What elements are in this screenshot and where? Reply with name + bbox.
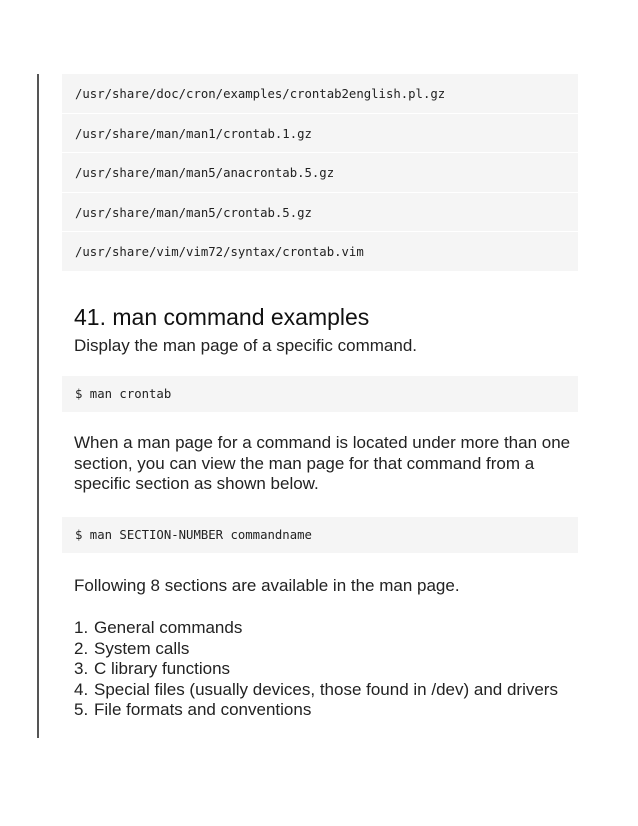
list-item: 2. System calls bbox=[74, 638, 190, 658]
file-path-block bbox=[62, 74, 578, 271]
intro-paragraph: Display the man page of a specific command. bbox=[74, 336, 418, 355]
man-sections-list bbox=[74, 618, 574, 721]
list-item: 4. Special files (usually devices, those found in /dev) and drivers bbox=[74, 679, 558, 699]
code-block bbox=[62, 517, 578, 553]
list-item: 5. File formats and conventions bbox=[74, 700, 312, 720]
document-content bbox=[62, 74, 578, 720]
list-item: 1. General commands bbox=[74, 618, 243, 637]
file-path: /usr/share/man/man5/anacrontab.5.gz bbox=[62, 153, 578, 193]
code-block bbox=[62, 376, 578, 412]
code-line: $ man crontab bbox=[75, 387, 172, 401]
section-heading: 41. man command examples bbox=[74, 304, 370, 330]
file-path: /usr/share/vim/vim72/syntax/crontab.vim bbox=[75, 245, 364, 259]
file-path: /usr/share/man/man1/crontab.1.gz bbox=[62, 114, 578, 154]
list-item: 3. C library functions bbox=[74, 659, 231, 679]
left-margin-rule bbox=[37, 74, 39, 738]
file-path: /usr/share/man/man5/crontab.5.gz bbox=[62, 193, 578, 233]
body-paragraph: Following 8 sections are available in the man page. bbox=[74, 576, 460, 595]
file-path: /usr/share/doc/cron/examples/crontab2english.pl.gz bbox=[62, 74, 578, 114]
body-paragraph: When a man page for a command is located under more than one section, you can view the man page for that command from a specific section as shown below. bbox=[74, 433, 571, 494]
code-line: $ man SECTION-NUMBER commandname bbox=[75, 528, 312, 542]
